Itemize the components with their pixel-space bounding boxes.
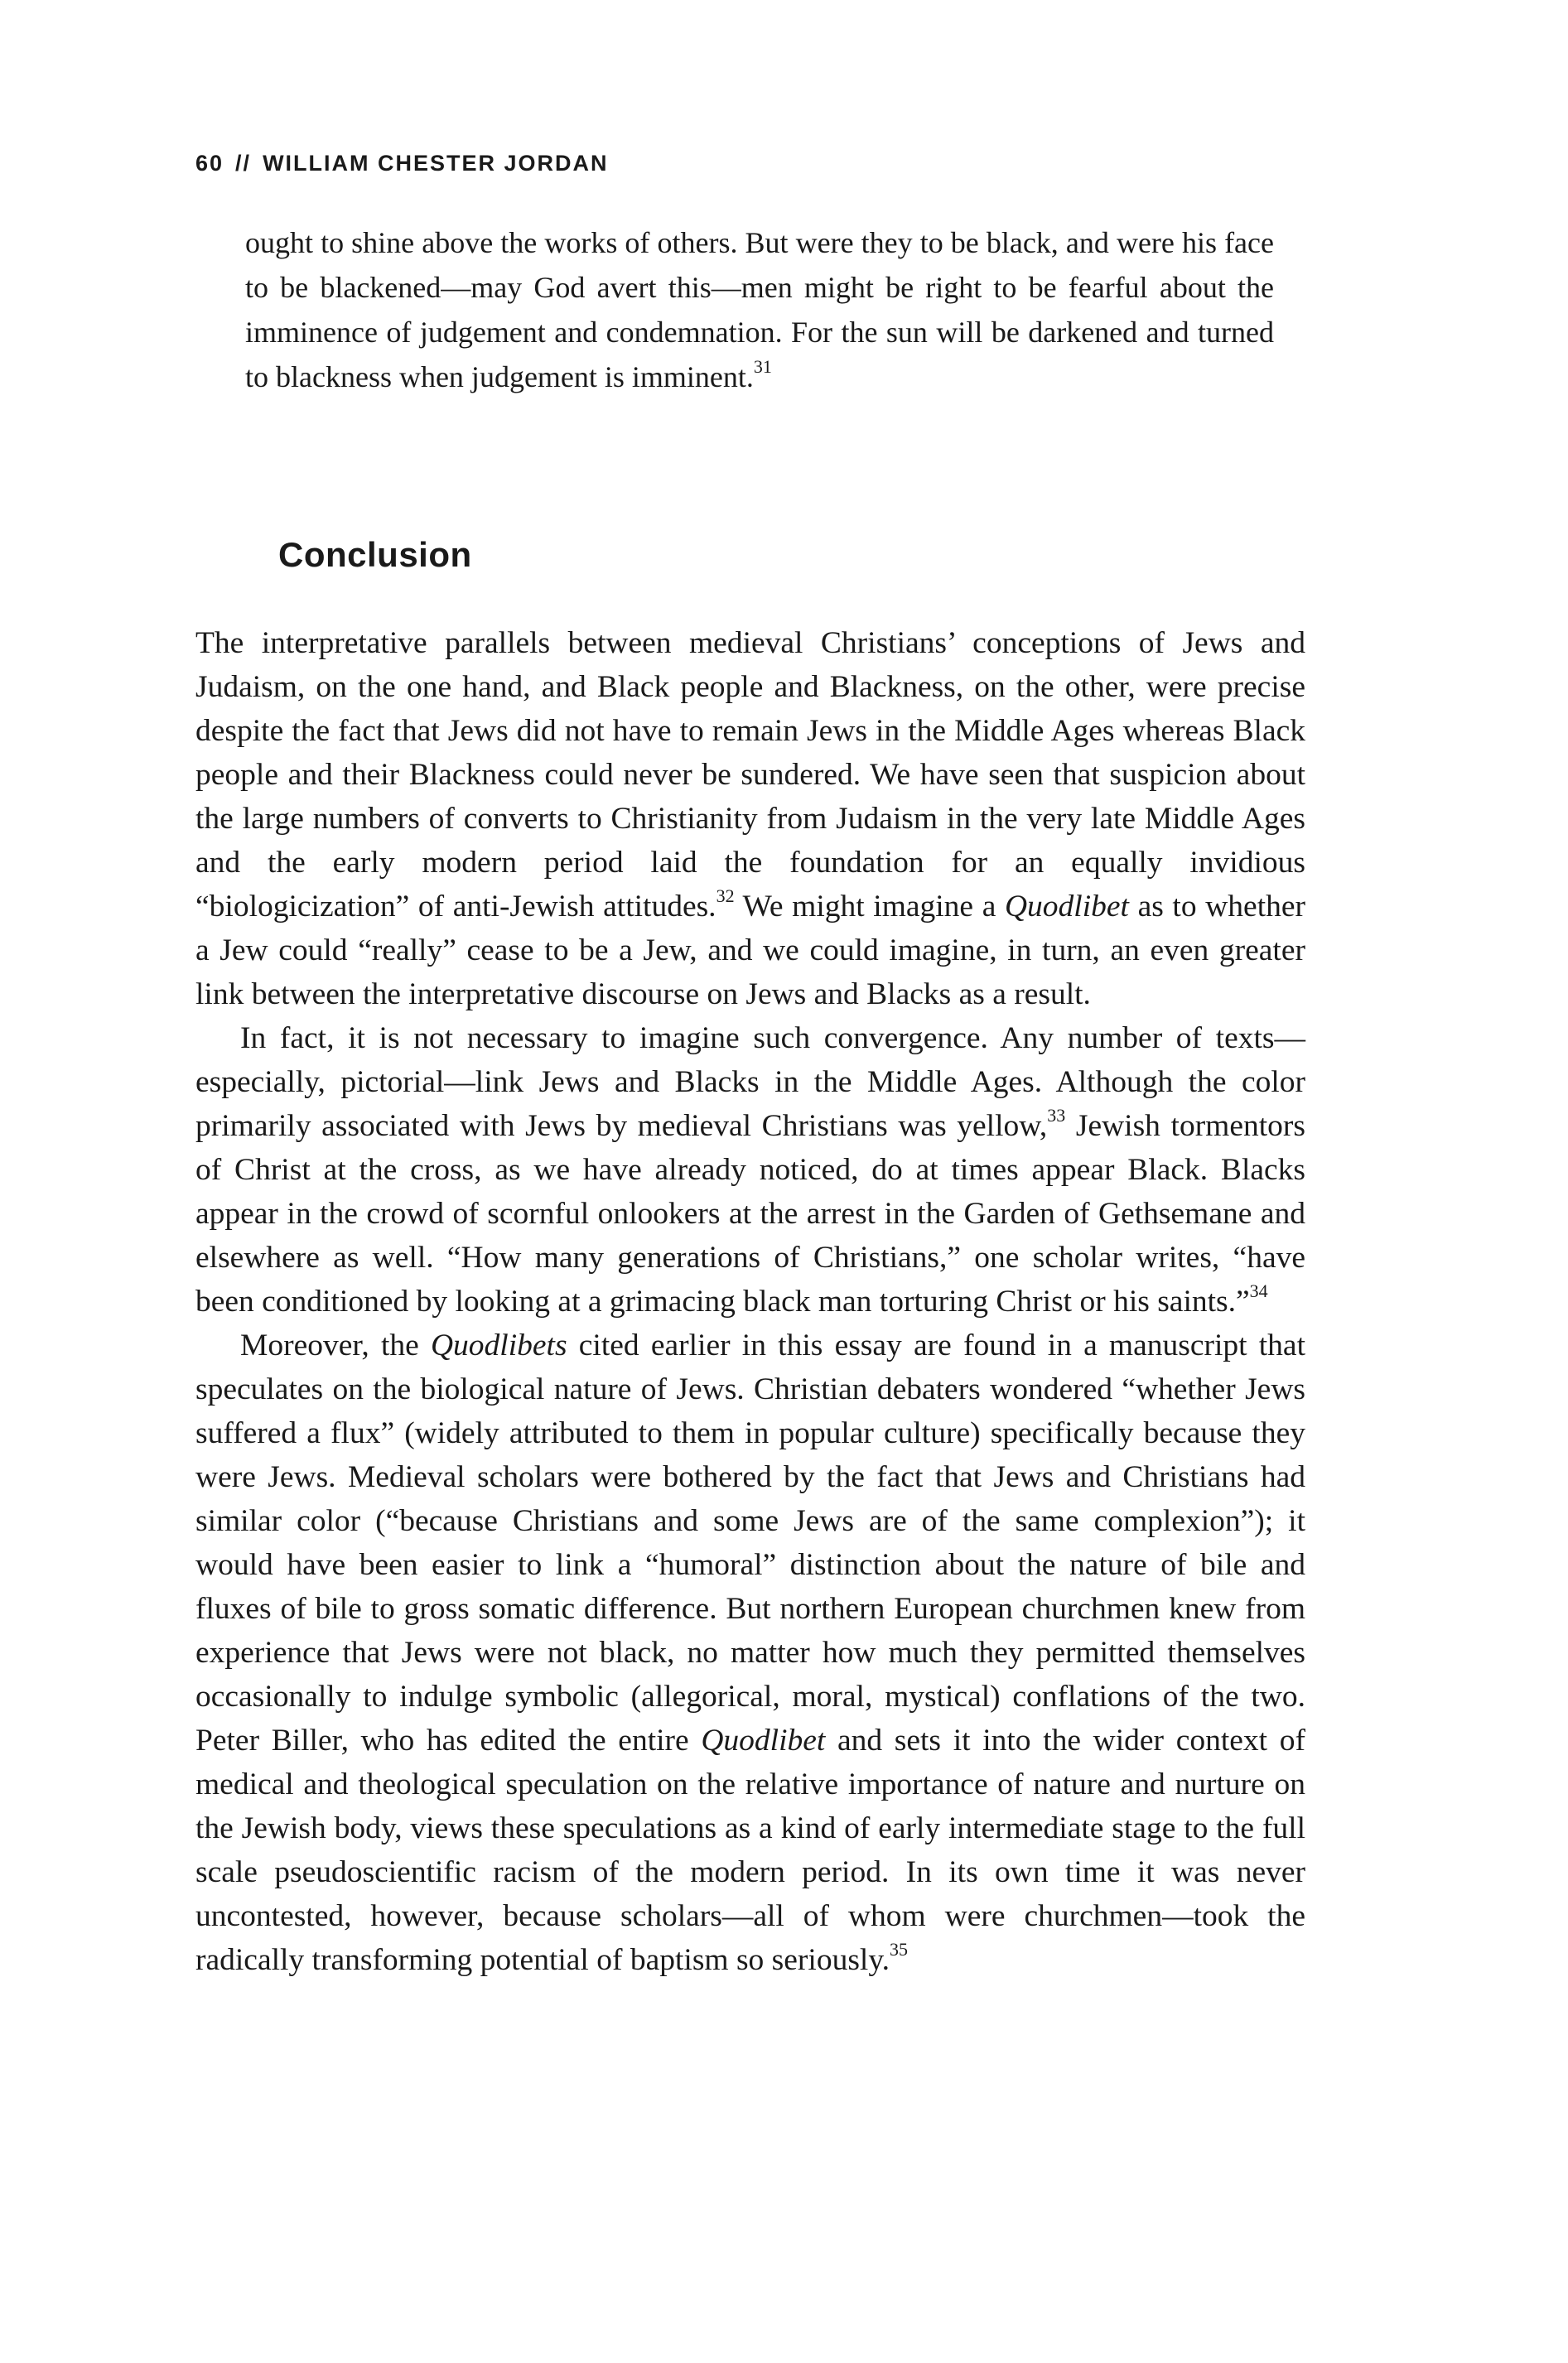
paragraph-1-text-b: We might imagine a [734,890,1005,923]
paragraph-2 [195,1016,1305,1324]
paragraph-2-text-b: Jewish tormentors of Christ at the cross, as we have already noticed, do at times appear Black. Blacks appear in the crowd of scornful onlookers at the arrest in the Garden of Gethsemane and elsewhere as well. “How many generations of Christians,” one scholar writes, “have been conditioned by looking at a grimacing black man torturing Christ or his saints.” [195,1109,1305,1319]
block-quote-text: ought to shine above the works of others. But were they to be black, and were his face to be blackened—may God avert this—men might be right to be fearful about the imminence of judgement and condemnation. For the sun will be darkened and turned to blackness when judgement is imminent. [245,226,1274,393]
paragraph-3-text-b: cited earlier in this essay are found in a manuscript that speculates on the biological nature of Jews. Christian debaters wondered “whether Jews suffered a flux” (widely attributed to them in popular culture) specifically because they were Jews. Medieval scholars were bothered by the fact that Jews and Christians had similar color (“because Christians and some Jews are of the same complexion”); it would have been easier to link a “humoral” distinction about the nature of bile and fluxes of bile to gross somatic difference. But northern European churchmen knew from experience that Jews were not black, no matter how much they permitted themselves occasionally to indulge symbolic (allegorical, moral, mystical) conflations of the two. Peter Biller, who has edited the entire [195,1329,1305,1758]
quodlibet-term: Quodlibet [1004,890,1129,923]
quodlibets-term: Quodlibets [430,1329,567,1362]
paragraph-1-text-c: as to whether a Jew could “really” cease to be a Jew, and we could imagine, in turn, an even greater link between the interpretative discourse on Jews and Blacks as a result. [195,890,1305,1011]
block-quote [245,220,1274,399]
footnote-ref-35[interactable]: 35 [890,1938,909,1960]
footnote-ref-31[interactable]: 31 [753,356,772,377]
paragraph-1 [195,621,1305,1016]
page-number: 60 [195,151,224,176]
footnote-ref-34[interactable]: 34 [1249,1280,1268,1301]
paragraph-3 [195,1324,1305,1982]
footnote-ref-32[interactable]: 32 [716,885,735,906]
section-heading: Conclusion [278,535,472,574]
running-head-author: WILLIAM CHESTER JORDAN [263,151,609,176]
paragraph-1-text-a: The interpretative parallels between medieval Christians’ conceptions of Jews and Judaism, on the one hand, and Black people and Blackness, on the other, were precise despite the fact that Jews did not have to remain Jews in the Middle Ages whereas Black people and their Blackness could never be sundered. We have seen that suspicion about the large numbers of converts to Christianity from Judaism in the very late Middle Ages and the early modern period laid the foundation for an equally invidious “biologicization” of anti-Jewish attitudes. [195,626,1305,923]
footnote-ref-33[interactable]: 33 [1047,1104,1066,1126]
body-text [195,621,1305,1982]
running-head-separator: // [235,151,252,176]
quodlibet-term-2: Quodlibet [701,1724,826,1758]
paragraph-3-text-a: Moreover, the [240,1329,431,1362]
paragraph-3-text-c: and sets it into the wider context of medical and theological speculation on the relative importance of nature and nurture on the Jewish body, views these speculations as a kind of early intermediate stage to the full scale pseudoscientific racism of the modern period. In its own time it was never uncontested, however, because scholars—all of whom were churchmen—took the radically transforming potential of baptism so seriously. [195,1724,1305,1977]
paragraph-2-text-a: In fact, it is not necessary to imagine such convergence. Any number of texts—especially, pictorial—link Jews and Blacks in the Middle Ages. Although the color primarily associated with Jews by medieval Christians was yellow, [195,1021,1305,1143]
running-head [195,151,609,176]
